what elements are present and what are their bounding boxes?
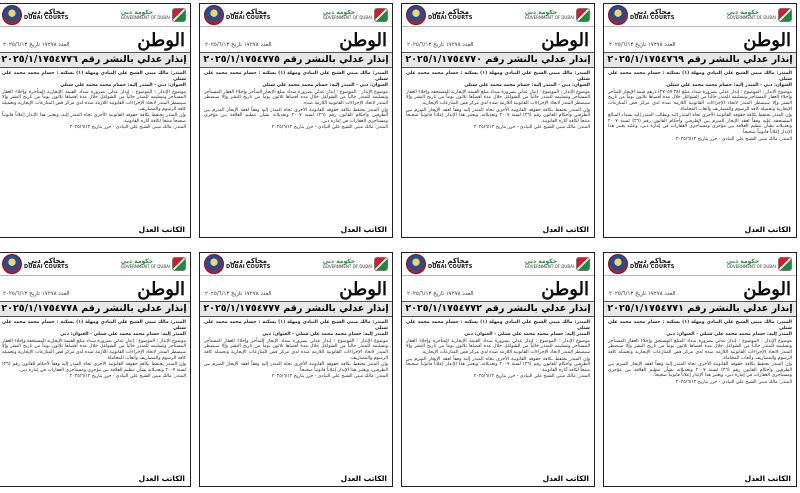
notice-header <box>200 253 392 276</box>
notice-body <box>200 70 392 224</box>
notice-paragraph: موضوع الإنذار : الموضوع : إنذار عدلي بضرورة سداد القيمة الإيجارية المتأخرة وإخلاء العقار المستأجر وتسليمه للمنذر خالياً من الشواغل خلال مدة أقصاها ثلاثون يوماً من تاريخ النشر وإلا سيضطر المنذر لاتخاذ الإجراءات القانونية اللازمة ضده لدى مركز فض المنازعات الإيجارية وتحميله كافة الرسوم والمصاريف. <box>2 89 186 112</box>
government-name-en: GOVERNMENT OF DUBAI <box>120 15 170 20</box>
newspaper-name: الوطن <box>339 279 387 300</box>
notice-paragraph: المنذر إليه: حسام محمد محمد علي شتلي - العنوان: دبي <box>262 332 388 338</box>
notice-header <box>0 4 190 27</box>
government-name-ar: حكومة دبي <box>322 9 356 16</box>
notice-title: إنذار عدلي بالنشر رقم ٢٠٢٥/١/١٧٥٤٧٧٧ <box>200 301 392 317</box>
courts-name-en: DUBAI COURTS <box>630 15 675 21</box>
notary-signature: الكاتب العدل <box>340 225 387 234</box>
notice-paragraph: المنذر: مالك مبنى الشيخ علي النيادي ومهلة (١) يسكنه : حسام محمد محمد علي شتلي <box>2 71 186 82</box>
legal-notice-clipping-4 <box>0 3 191 238</box>
courts-name-ar: محاكم دبي <box>633 8 671 16</box>
notice-paragraph: المنذر: مالك مبنى الشيخ علي النيادي - حرر بتاريخ ٢٠٢٥/٦/١٢ <box>69 125 186 131</box>
notice-paragraph: وإن المنذر يحتفظ بكافة حقوقه القانونية الأخرى تجاه المنذر إليه وفقاً لأحكام القانون رقم (٢٦) لسنة ٢٠٠٧ وتعديلاته بشأن تنظيم العلاقة بين مؤجري ومستأجري العقارات في إمارة دبي. <box>2 362 186 373</box>
notice-paragraph: موضوع الإنذار : الموضوع : إنذار عدلي بضرورة سداد مبلغ القيمة الإيجارية المستحقة وإخلاء العقار المستأجر وتسليمه للمنذر خالياً من الشواغل خلال مدة أقصاها ثلاثون يوماً من تاريخ النشر وإلا سيضطر المنذر لاتخاذ الإجراءات القانونية اللازمة ضده لدى مركز فض المنازعات الإيجارية. <box>406 89 590 106</box>
notice-paragraph: موضوع الإنذار : الموضوع : إنذار عدلي بضرورة سداد مبلغ القيمة الإيجارية المستحقة وإخلاء العقار المستأجر وتسليمه للمنذر خالياً من الشواغل خلال مدة أقصاها ثلاثون يوماً من تاريخ النشر وإلا سيضطر المنذر لاتخاذ الإجراءات القانونية اللازمة ضده لدى مركز فض المنازعات الإيجارية وتحميله كافة الرسوم والمصاريف وأتعاب المحاماة. <box>2 338 186 361</box>
notice-body <box>0 70 190 224</box>
dubai-government-logo <box>323 8 388 22</box>
notice-paragraph: المنذر: مالك مبنى الشيخ علي النيادي - حرر بتاريخ ٢٠٢٥/٦/١٢ <box>69 374 186 380</box>
notice-body <box>200 319 392 473</box>
courts-name-ar: محاكم دبي <box>27 257 65 265</box>
government-mark-icon <box>374 257 388 271</box>
notary-signature: الكاتب العدل <box>340 474 387 483</box>
masthead <box>200 276 392 300</box>
government-name-ar: حكومة دبي <box>524 258 558 265</box>
courts-name-ar: محاكم دبي <box>633 257 671 265</box>
government-name-en: GOVERNMENT OF DUBAI <box>120 264 170 269</box>
notice-body <box>402 319 594 473</box>
notice-paragraph: وإن المنذر يحتفظ بكافة حقوقه القانونية الأخرى تجاه المنذر إليه وفقاً لعقد الإيجار المبرم بين الطرفين، ويعتبر هذا الإنذار إعلاناً قانونياً صحيحاً. <box>204 362 388 373</box>
government-name-en: GOVERNMENT OF DUBAI <box>726 264 776 269</box>
dubai-emblem-icon <box>406 254 426 274</box>
notice-body <box>604 70 796 224</box>
government-name-ar: حكومة دبي <box>120 9 154 16</box>
dubai-courts-logo <box>2 5 69 25</box>
government-name-ar: حكومة دبي <box>726 258 760 265</box>
newspaper-name: الوطن <box>137 30 185 51</box>
courts-name-ar: محاكم دبي <box>229 8 267 16</box>
issue-line: العدد ١٧٢٧٨ تاريخ ٢٠٢٥/٦/١٣ <box>407 42 474 48</box>
courts-name-en: DUBAI COURTS <box>226 15 271 21</box>
masthead <box>0 276 190 300</box>
notice-title: إنذار عدلي بالنشر رقم ٢٠٢٥/١/١٧٥٤٧٦٩ <box>604 52 796 68</box>
newspaper-name: الوطن <box>339 30 387 51</box>
dubai-courts-logo <box>204 5 271 25</box>
notice-paragraph: المنذر: مالك مبنى الشيخ علي النيادي ومهلة (١) يسكنه : حسام محمد محمد علي شتلي <box>406 320 590 331</box>
notice-paragraph: المنذر: مالك مبنى الشيخ علي النيادي - حرر بتاريخ ٢٠٢٥/٦/١٢ <box>675 379 792 385</box>
courts-name-ar: محاكم دبي <box>431 8 469 16</box>
masthead <box>402 27 594 51</box>
legal-notice-clipping-7 <box>199 252 393 487</box>
notice-paragraph: وإن المنذر يحتفظ بكافة حقوقه القانونية الأخرى تجاه المنذر إليه وفقاً لعقد الإيجار المبرم بين الطرفين وأحكام القانون رقم (٢٦) لسنة ٢٠٠٧ وتعديلاته، ويعتبر هذا الإنذار إعلاناً قانونياً صحيحاً منتجاً لكافة آثاره القانونية. <box>406 356 591 373</box>
government-mark-icon <box>172 257 186 271</box>
notice-body <box>604 319 796 473</box>
courts-name-en: DUBAI COURTS <box>428 264 473 270</box>
dubai-courts-logo <box>406 254 473 274</box>
notice-paragraph: العنوان: دبي - المنذر إليه: حسام محمد محمد علي شتلي <box>60 83 186 89</box>
notice-paragraph: المنذر: مالك مبنى الشيخ علي النيادي - حرر بتاريخ ٢٠٢٥/٦/١٢ <box>675 136 792 142</box>
notice-paragraph: وإن المنذر يحتفظ بكافة حقوقه القانونية الأخرى تجاه المنذر إليه وفقاً لعقد الإيجار المبرم بين الطرفين وأحكام القانون رقم (٢٦) لسنة ٢٠٠٧ وتعديلاته، ويعتبر هذا الإنذار إعلاناً قانونياً صحيحاً منتجاً لكافة آثاره القانونية. <box>406 107 591 124</box>
courts-name-en: DUBAI COURTS <box>24 264 69 270</box>
government-mark-icon <box>374 8 388 22</box>
legal-notice-clipping-6 <box>401 252 595 487</box>
courts-name-en: DUBAI COURTS <box>428 15 473 21</box>
notary-signature: الكاتب العدل <box>542 225 589 234</box>
dubai-government-logo <box>121 257 186 271</box>
notice-paragraph: المنذر: مالك مبنى الشيخ علي النيادي ومهلة (١) يسكنه : حسام محمد محمد علي شتلي <box>406 71 590 82</box>
government-mark-icon <box>576 257 590 271</box>
dubai-government-logo <box>525 257 590 271</box>
notice-paragraph: وإن المنذر يحتفظ بكافة حقوقه القانونية الأخرى تجاه المنذر إليه ويطالب المنذر إليه بسداد المبالغ المستحقة عليه وفقاً لعقد الإيجار المبرم بين الطرفين وأحكام القانون رقم (٢٦) لسنة ٢٠٠٧ وتعديلاته بشأن تنظيم العلاقة بين مؤجري ومستأجري العقارات في إمارة دبي، وعليه يعتبر هذا الإنذار إعلاناً قانونياً صحيحاً. <box>608 113 792 135</box>
courts-name-ar: محاكم دبي <box>229 257 267 265</box>
dubai-courts-logo <box>204 254 271 274</box>
notice-paragraph: المنذر: مالك مبنى الشيخ علي النيادي ومهلة (١) يسكنه : حسام محمد محمد علي شتلي <box>608 71 792 82</box>
notice-header <box>604 253 796 276</box>
dubai-government-logo <box>121 8 186 22</box>
legal-notice-clipping-1 <box>603 3 797 238</box>
legal-notice-clipping-3 <box>199 3 393 238</box>
notary-signature: الكاتب العدل <box>542 474 589 483</box>
issue-line: العدد ١٧٢٧٨ تاريخ ٢٠٢٥/٦/١٣ <box>205 42 272 48</box>
notice-title: إنذار عدلي بالنشر رقم ٢٠٢٥/١/١٧٥٤٧٧٦ <box>0 52 190 68</box>
notice-title: إنذار عدلي بالنشر رقم ٢٠٢٥/١/١٧٥٤٧٧٨ <box>0 301 190 317</box>
notice-body <box>0 319 190 473</box>
newspaper-name: الوطن <box>137 279 185 300</box>
notice-paragraph: المنذر: مالك مبنى الشيخ علي النيادي ومهلة (١) يسكنه : حسام محمد محمد علي شتلي <box>204 71 388 82</box>
notice-paragraph: المنذر إليه: حسام محمد محمد علي شتلي - العنوان: دبي <box>666 332 792 338</box>
notice-paragraph: موضوع الإنذار : الموضوع : إنذار عدلي بضرورة سداد القيمة الإيجارية المتأخرة وإخلاء العقار المستأجر وتسليمه للمنذر خالياً من الشواغل خلال مدة أقصاها ثلاثون يوماً من تاريخ النشر وإلا سيضطر المنذر لاتخاذ الإجراءات القانونية اللازمة ضده لدى مركز فض المنازعات الإيجارية. <box>406 338 590 355</box>
government-mark-icon <box>778 8 792 22</box>
notice-paragraph: المنذر إليه: حسام محمد محمد علي شتلي - العنوان: دبي <box>60 332 186 338</box>
notice-paragraph: المنذر: مالك مبنى الشيخ علي النيادي ومهلة (١) يسكنه : حسام محمد محمد علي شتلي <box>204 320 388 331</box>
notice-header <box>0 253 190 276</box>
issue-line: العدد ١٧٢٧٨ تاريخ ٢٠٢٥/٦/١٣ <box>407 291 474 297</box>
notary-signature: الكاتب العدل <box>138 225 185 234</box>
issue-line: العدد ١٧٢٧٨ تاريخ ٢٠٢٥/٦/١٣ <box>3 291 70 297</box>
notary-signature: الكاتب العدل <box>744 474 791 483</box>
dubai-emblem-icon <box>608 254 628 274</box>
notice-paragraph: وإن المنذر يحتفظ بكافة حقوقه القانونية الأخرى تجاه المنذر إليه، ويعتبر هذا الإنذار إعلاناً قانونياً صحيحاً منتجاً لكافة آثاره القانونية. <box>2 113 186 124</box>
notice-header <box>604 4 796 27</box>
dubai-emblem-icon <box>204 5 224 25</box>
notice-paragraph: المنذر: مالك مبنى الشيخ علي النيادي ومهلة (١) يسكنه : حسام محمد محمد علي شتلي <box>2 320 186 331</box>
newspaper-name: الوطن <box>541 30 589 51</box>
notice-paragraph: موضوع الإنذار : الموضوع : إنذار عدلي بضرورة سداد مبلغ الإيجار المتأخر وإخلاء العقار المستأجر وتسليمه للمنذر خالياً من الشواغل خلال مدة أقصاها ثلاثون يوماً من تاريخ النشر وإلا سيضطر المنذر لاتخاذ الإجراءات القانونية اللازمة ضده. <box>204 89 388 106</box>
issue-line: العدد ١٧٢٧٨ تاريخ ٢٠٢٥/٦/١٣ <box>609 291 676 297</box>
notice-paragraph: وإن المنذر يحتفظ بكافة حقوقه القانونية الأخرى تجاه المنذر إليه وفقاً لعقد الإيجار المبرم بين الطرفين وأحكام القانون رقم (٢٦) لسنة ٢٠٠٧ وتعديلاته بشأن تنظيم العلاقة بين مؤجري ومستأجري العقارات في إمارة دبي. <box>204 107 389 124</box>
dubai-courts-logo <box>406 5 473 25</box>
courts-name-en: DUBAI COURTS <box>630 264 675 270</box>
notice-header <box>402 253 594 276</box>
newspaper-name: الوطن <box>743 30 791 51</box>
dubai-emblem-icon <box>608 5 628 25</box>
dubai-government-logo <box>727 257 792 271</box>
legal-notice-clipping-8 <box>0 252 191 487</box>
dubai-courts-logo <box>608 5 675 25</box>
notary-signature: الكاتب العدل <box>138 474 185 483</box>
dubai-government-logo <box>525 8 590 22</box>
dubai-emblem-icon <box>2 5 22 25</box>
dubai-courts-logo <box>608 254 675 274</box>
government-name-ar: حكومة دبي <box>524 9 558 16</box>
newspaper-name: الوطن <box>541 279 589 300</box>
notice-paragraph: موضوع الإنذار : الموضوع : إنذار عدلي بضرورة سداد المبلغ المستحق وإخلاء العقار المستأجر وتسليمه للمنذر خالياً من الشواغل خلال مدة أقصاها ثلاثون يوماً من تاريخ النشر وإلا سيضطر المنذر لاتخاذ الإجراءات القانونية اللازمة ضده لدى مركز فض المنازعات الإيجارية وتحميله كافة الرسوم والمصاريف وأتعاب المحاماة. <box>608 338 792 361</box>
notice-paragraph: العنوان: دبي - المنذر إليه: حسام محمد محمد علي شتلي <box>262 83 388 89</box>
courts-name-ar: محاكم دبي <box>27 8 65 16</box>
government-name-en: GOVERNMENT OF DUBAI <box>322 264 372 269</box>
notice-paragraph: المنذر: مالك مبنى الشيخ علي النيادي ومهلة (١) يسكنه : حسام محمد محمد علي شتلي <box>608 320 792 331</box>
dubai-government-logo <box>323 257 388 271</box>
notice-paragraph: المنذر: مالك مبنى الشيخ علي النيادي - حرر بتاريخ ٢٠٢٥/٦/١٢ <box>473 374 590 380</box>
notice-paragraph: العنوان: دبي - المنذر إليه: حسام محمد محمد علي شتلي <box>666 83 792 89</box>
courts-name-en: DUBAI COURTS <box>24 15 69 21</box>
notice-paragraph: المنذر إليه: حسام محمد محمد علي شتلي - العنوان: دبي <box>464 332 590 338</box>
masthead <box>604 276 796 300</box>
notary-signature: الكاتب العدل <box>744 225 791 234</box>
notice-header <box>200 4 392 27</box>
notice-paragraph: العنوان: دبي - المنذر إليه: حسام محمد محمد علي شتلي <box>464 83 590 89</box>
legal-notice-clipping-2 <box>401 3 595 238</box>
government-name-en: GOVERNMENT OF DUBAI <box>524 264 574 269</box>
notice-paragraph: المنذر: مالك مبنى الشيخ علي النيادي - حرر بتاريخ ٢٠٢٥/٦/١٢ <box>271 125 388 131</box>
issue-line: العدد ١٧٢٧٨ تاريخ ٢٠٢٥/٦/١٣ <box>3 42 70 48</box>
masthead <box>200 27 392 51</box>
notice-paragraph: وإن المنذر يحتفظ بكافة حقوقه القانونية الأخرى تجاه المنذر إليه وفقاً لعقد الإيجار المبرم بين الطرفين وأحكام القانون رقم (٢٦) لسنة ٢٠٠٧ وتعديلاته بشأن تنظيم العلاقة بين مؤجري ومستأجري العقارات في إمارة دبي، ويعتبر هذا الإنذار إعلاناً قانونياً صحيحاً. <box>608 362 793 379</box>
notice-header <box>402 4 594 27</box>
notice-paragraph: المنذر: مالك مبنى الشيخ علي النيادي - حرر بتاريخ ٢٠٢٥/٦/١٢ <box>473 125 590 131</box>
masthead <box>604 27 796 51</box>
notice-title: إنذار عدلي بالنشر رقم ٢٠٢٥/١/١٧٥٤٧٧٠ <box>402 52 594 68</box>
government-name-ar: حكومة دبي <box>726 9 760 16</box>
legal-notice-clipping-5 <box>603 252 797 487</box>
notice-title: إنذار عدلي بالنشر رقم ٢٠٢٥/١/١٧٥٤٧٧٢ <box>402 301 594 317</box>
masthead <box>402 276 594 300</box>
courts-name-en: DUBAI COURTS <box>226 264 271 270</box>
notice-title: إنذار عدلي بالنشر رقم ٢٠٢٥/١/١٧٥٤٧٧٥ <box>200 52 392 68</box>
notice-paragraph: المنذر: مالك مبنى الشيخ علي النيادي - حرر بتاريخ ٢٠٢٥/٦/١٢ <box>271 374 388 380</box>
government-name-en: GOVERNMENT OF DUBAI <box>726 15 776 20</box>
dubai-emblem-icon <box>406 5 426 25</box>
government-mark-icon <box>778 257 792 271</box>
government-name-ar: حكومة دبي <box>120 258 154 265</box>
government-name-ar: حكومة دبي <box>322 258 356 265</box>
government-mark-icon <box>576 8 590 22</box>
courts-name-ar: محاكم دبي <box>431 257 469 265</box>
notice-paragraph: موضوع الإنذار : الموضوع : إنذار عدلي بضرورة سداد مبلغ (٢٧٠٥٧.٣٨) درهم قيمة الإيجار المتأخر وإخلاء العقار المستأجر وتسليمه للمنذر خالياً من الشواغل خلال مدة أقصاها ثلاثون يوماً من تاريخ النشر وإلا سيضطر المنذر لاتخاذ الإجراءات القانونية اللازمة ضده لدى مركز فض المنازعات الإيجارية وتحميله كافة الرسوم والمصاريف وأتعاب المحاماة. <box>608 89 793 112</box>
dubai-emblem-icon <box>204 254 224 274</box>
dubai-government-logo <box>727 8 792 22</box>
government-name-en: GOVERNMENT OF DUBAI <box>322 15 372 20</box>
newspaper-name: الوطن <box>743 279 791 300</box>
notice-paragraph: موضوع الإنذار : الموضوع : إنذار عدلي بضرورة سداد الإيجار المتأخر وإخلاء العقار المستأجر وتسليمه للمنذر خالياً من الشواغل خلال مدة أقصاها ثلاثون يوماً من تاريخ النشر وإلا سيضطر المنذر لاتخاذ الإجراءات القانونية اللازمة ضده لدى مركز فض المنازعات الإيجارية وتحميله كافة الرسوم والمصاريف. <box>204 338 388 361</box>
issue-line: العدد ١٧٢٧٨ تاريخ ٢٠٢٥/٦/١٣ <box>609 42 676 48</box>
dubai-courts-logo <box>2 254 69 274</box>
notice-title: إنذار عدلي بالنشر رقم ٢٠٢٥/١/١٧٥٤٧٧١ <box>604 301 796 317</box>
masthead <box>0 27 190 51</box>
issue-line: العدد ١٧٢٧٨ تاريخ ٢٠٢٥/٦/١٣ <box>205 291 272 297</box>
government-name-en: GOVERNMENT OF DUBAI <box>524 15 574 20</box>
notice-body <box>402 70 594 224</box>
dubai-emblem-icon <box>2 254 22 274</box>
government-mark-icon <box>172 8 186 22</box>
